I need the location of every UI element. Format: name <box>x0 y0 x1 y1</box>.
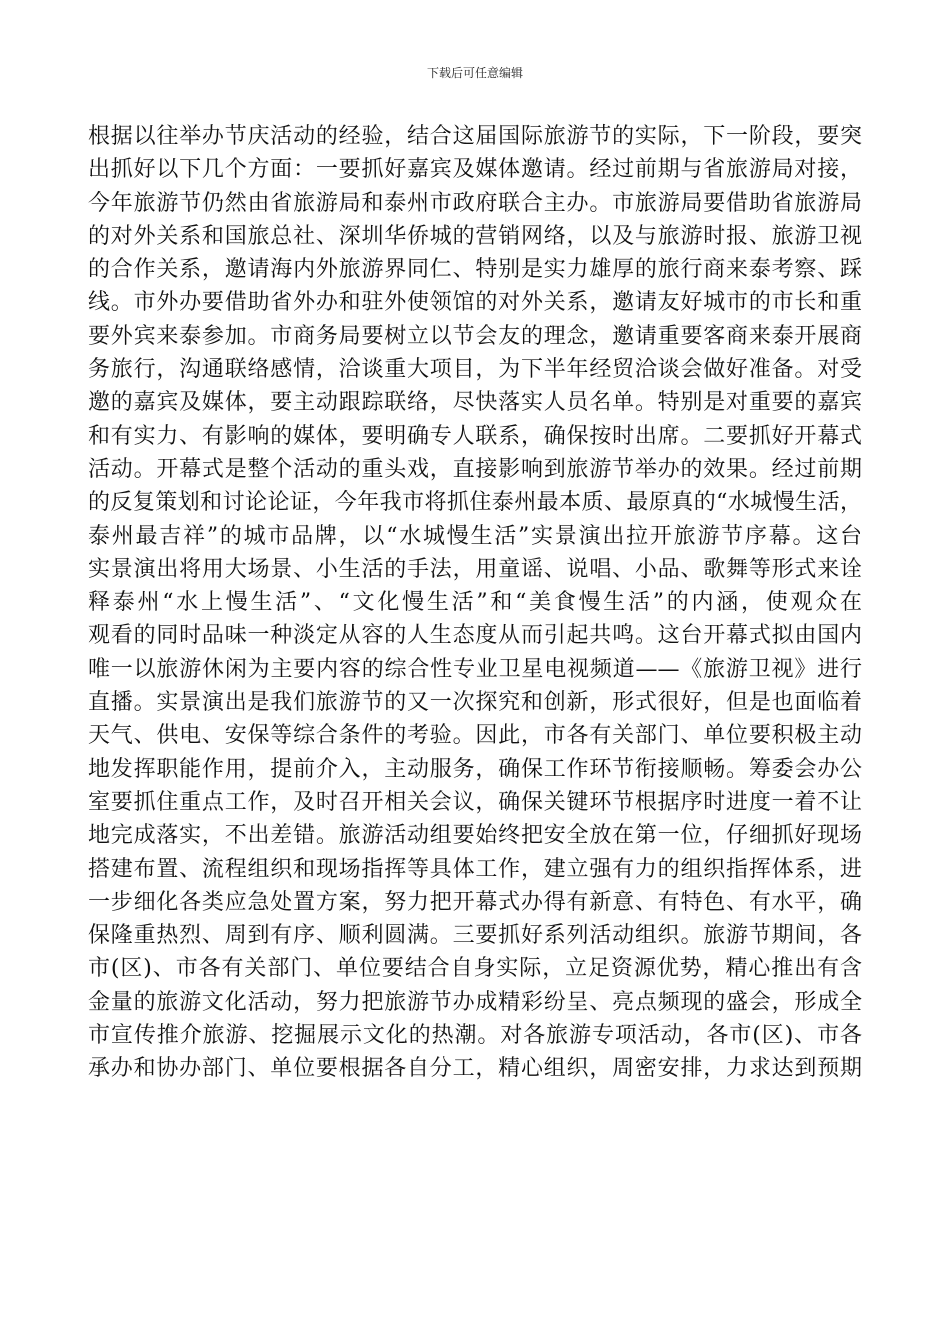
text-line: 根据以往举办节庆活动的经验，结合这届国际旅游节的实际，下一阶段，要突 <box>88 124 862 149</box>
text-line: 今年旅游节仍然由省旅游局和泰州市政府联合主办。市旅游局要借助省旅游局 <box>88 190 862 216</box>
text-line: 要外宾来泰参加。市商务局要树立以节会友的理念，邀请重要客商来泰开展商 <box>88 323 862 349</box>
body-paragraph <box>88 120 862 1086</box>
text-line: 邀的嘉宾及媒体，要主动跟踪联络，尽快落实人员名单。特别是对重要的嘉宾 <box>88 390 862 416</box>
text-line: 直播。实景演出是我们旅游节的又一次探究和创新，形式很好，但是也面临着 <box>88 690 862 716</box>
text-line: 的合作关系，邀请海内外旅游界同仁、特别是实力雄厚的旅行商来泰考察、踩 <box>88 257 862 283</box>
text-line: 出抓好以下几个方面：一要抓好嘉宾及媒体邀请。经过前期与省旅游局对接， <box>88 157 862 183</box>
text-line: 释泰州“水上慢生活”、“文化慢生活”和“美食慢生活”的内涵，使观众在 <box>88 590 862 616</box>
text-line: 务旅行，沟通联络感情，洽谈重大项目，为下半年经贸洽谈会做好准备。对受 <box>88 357 862 383</box>
text-line: 泰州最吉祥”的城市品牌，以“水城慢生活”实景演出拉开旅游节序幕。这台 <box>88 523 862 549</box>
text-line: 地完成落实，不出差错。旅游活动组要始终把安全放在第一位，仔细抓好现场 <box>88 823 862 849</box>
text-line: 承办和协办部门、单位要根据各自分工，精心组织，周密安排，力求达到预期 <box>88 1056 862 1082</box>
text-line: 一步细化各类应急处置方案，努力把开幕式办得有新意、有特色、有水平，确 <box>88 889 862 915</box>
text-line: 线。市外办要借助省外办和驻外使领馆的对外关系，邀请友好城市的市长和重 <box>88 290 862 316</box>
text-line: 室要抓住重点工作，及时召开相关会议，确保关键环节根据序时进度一着不让 <box>88 789 862 815</box>
text-line: 搭建布置、流程组织和现场指挥等具体工作，建立强有力的组织指挥体系，进 <box>88 856 862 882</box>
text-line: 实景演出将用大场景、小生活的手法，用童谣、说唱、小品、歌舞等形式来诠 <box>88 556 862 582</box>
text-line: 保隆重热烈、周到有序、顺利圆满。三要抓好系列活动组织。旅游节期间，各 <box>88 923 862 949</box>
text-line: 地发挥职能作用，提前介入，主动服务，确保工作环节衔接顺畅。筹委会办公 <box>88 756 862 782</box>
text-line: 观看的同时品味一种淡定从容的人生态度从而引起共鸣。这台开幕式拟由国内 <box>88 623 862 649</box>
text-line: 天气、供电、安保等综合条件的考验。因此，市各有关部门、单位要积极主动 <box>88 723 862 749</box>
page-header: 下载后可任意编辑 <box>426 66 523 80</box>
text-line: 的对外关系和国旅总社、深圳华侨城的营销网络，以及与旅游时报、旅游卫视 <box>88 223 862 249</box>
text-line: 市(区)、市各有关部门、单位要结合自身实际，立足资源优势，精心推出有含 <box>88 956 862 982</box>
text-line: 金量的旅游文化活动，努力把旅游节办成精彩纷呈、亮点频现的盛会，形成全 <box>88 989 862 1015</box>
text-line: 和有实力、有影响的媒体，要明确专人联系，确保按时出席。二要抓好开幕式 <box>88 423 862 449</box>
text-line: 市宣传推介旅游、挖掘展示文化的热潮。对各旅游专项活动，各市(区)、市各 <box>88 1023 862 1049</box>
text-line: 唯一以旅游休闲为主要内容的综合性专业卫星电视频道——《旅游卫视》进行 <box>88 656 862 682</box>
text-line: 的反复策划和讨论论证，今年我市将抓住泰州最本质、最原真的“水城慢生活， <box>88 490 862 516</box>
text-line: 活动。开幕式是整个活动的重头戏，直接影响到旅游节举办的效果。经过前期 <box>88 456 862 482</box>
